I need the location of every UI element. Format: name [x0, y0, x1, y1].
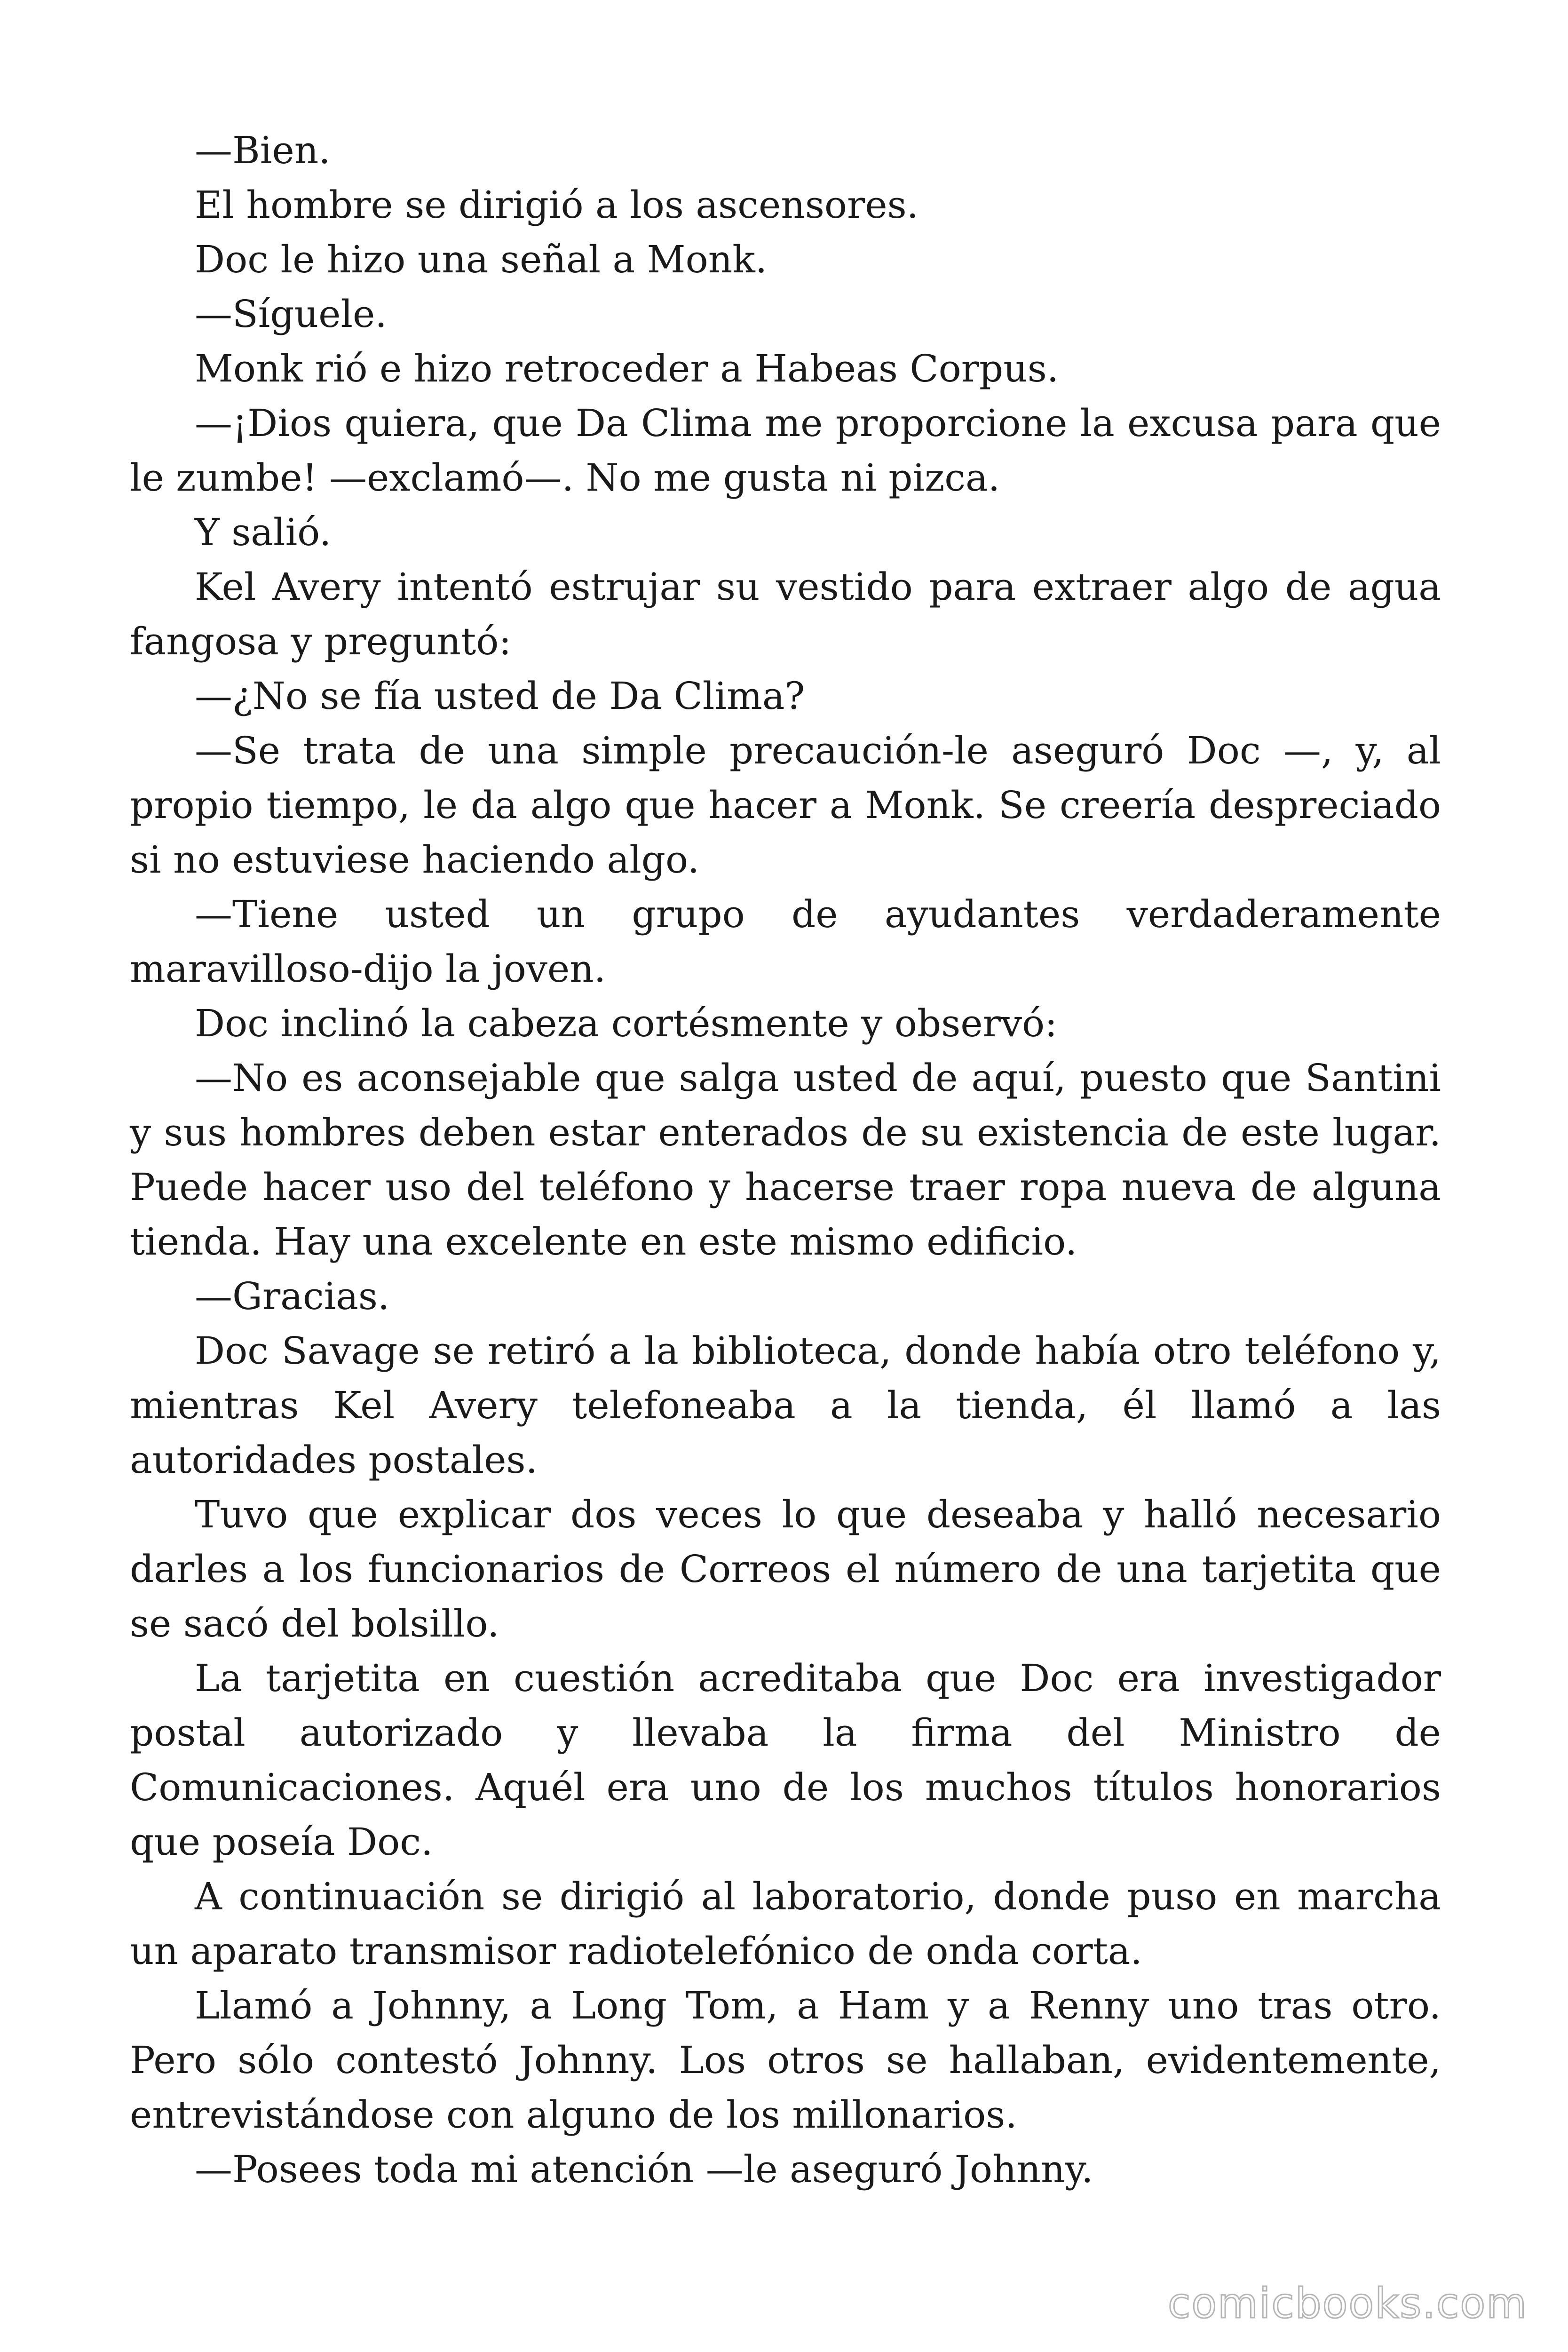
paragraph: —Se trata de una simple precaución-le aseguró Doc —, y, al propio tiempo, le da algo que hacer a Monk. Se creería despreciado si no estuviese haciendo algo.: [130, 729, 1441, 882]
paragraph: —Bien.: [195, 128, 331, 172]
body-text: [130, 123, 1441, 2197]
paragraph: —Tiene usted un grupo de ayudantes verdaderamente maravilloso-dijo la joven.: [130, 892, 1441, 991]
paragraph: —Posees toda mi atención —le aseguró Johnny.: [195, 2147, 1093, 2191]
paragraph: Tuvo que explicar dos veces lo que deseaba y halló necesario darles a los funcionarios de Correos el número de una tarjetita que se sacó del bolsillo.: [130, 1493, 1441, 1645]
watermark: comicbooks.com: [1167, 2279, 1528, 2328]
paragraph: Doc Savage se retiró a la biblioteca, donde había otro teléfono y, mientras Kel Avery telefoneaba a la tienda, él llamó a las autoridades postales.: [130, 1329, 1441, 1482]
paragraph: Llamó a Johnny, a Long Tom, a Ham y a Renny uno tras otro. Pero sólo contestó Johnny. Los otros se hallaban, evidentemente, entrevistándose con alguno de los millonarios.: [130, 1984, 1441, 2137]
paragraph: —Gracias.: [195, 1274, 390, 1318]
paragraph: Doc le hizo una señal a Monk.: [195, 238, 768, 281]
paragraph: La tarjetita en cuestión acreditaba que Doc era investigador postal autorizado y llevaba la firma del Ministro de Comunicaciones. Aquél era uno de los muchos títulos honorarios que poseía Doc.: [130, 1656, 1441, 1864]
paragraph: —Síguele.: [195, 292, 387, 336]
paragraph: —¡Dios quiera, que Da Clima me proporcione la excusa para que le zumbe! —exclamó—. No me gusta ni pizca.: [130, 401, 1441, 500]
paragraph: Y salió.: [195, 510, 332, 554]
paragraph: A continuación se dirigió al laboratorio, donde puso en marcha un aparato transmisor radiotelefónico de onda corta.: [130, 1875, 1441, 1973]
paragraph: Monk rió e hizo retroceder a Habeas Corpus.: [195, 347, 1059, 390]
paragraph: El hombre se dirigió a los ascensores.: [195, 183, 919, 227]
paragraph: Doc inclinó la cabeza cortésmente y observó:: [195, 1001, 1058, 1045]
paragraph: Kel Avery intentó estrujar su vestido para extraer algo de agua fangosa y preguntó:: [130, 565, 1441, 663]
paragraph: —No es aconsejable que salga usted de aquí, puesto que Santini y sus hombres deben estar enterados de su existencia de este lugar. Puede hacer uso del teléfono y hacerse traer ropa nueva de alguna tienda. Hay una excelente en este mismo edificio.: [130, 1056, 1441, 1263]
paragraph: —¿No se fía usted de Da Clima?: [195, 674, 805, 718]
